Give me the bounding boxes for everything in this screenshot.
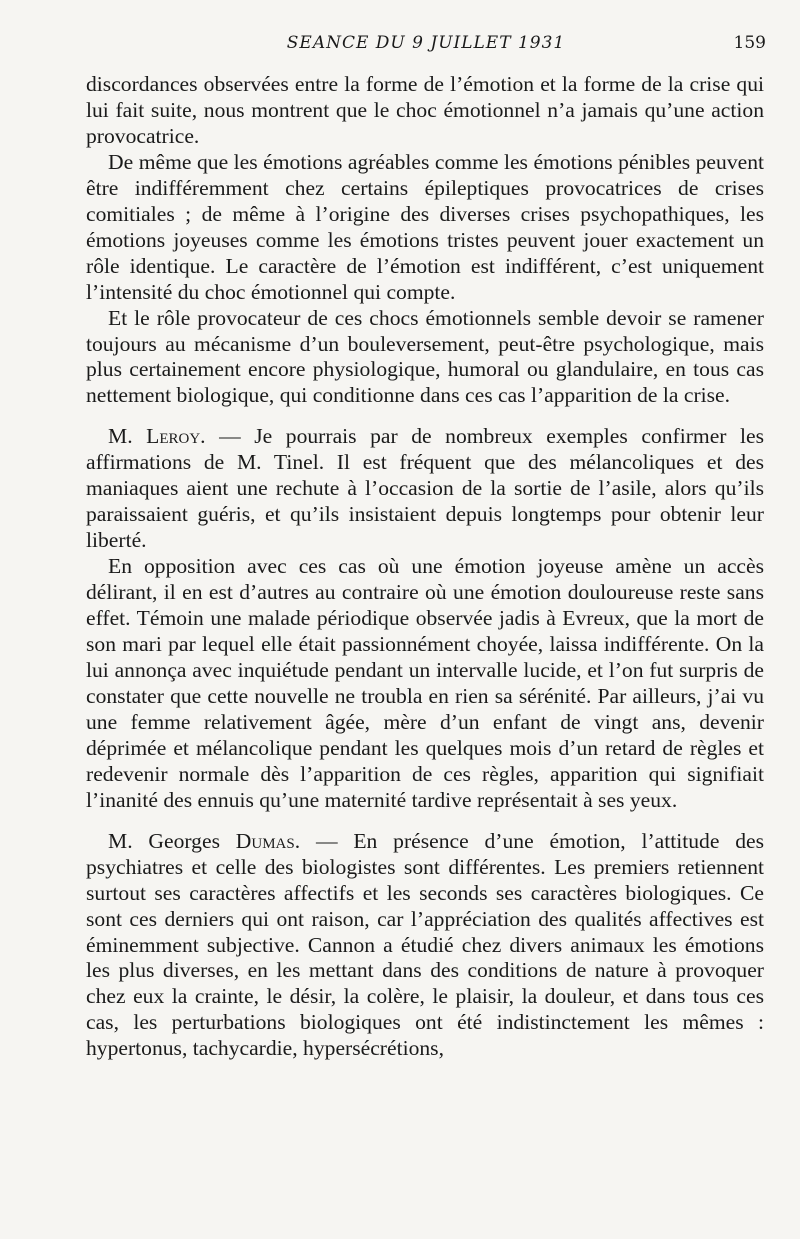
page-header: [86, 30, 766, 56]
paragraph-2: De même que les émotions agréables comme les émotions pénibles peuvent être indifféremment chez certains épileptiques provocatrices de crises comitiales ; de même à l’origine des diverses crises psychopathiques, les émotions joyeuses comme les émotions tristes peuvent jouer exactement un rôle identique. Le caractère de l’émotion est indifférent, c’est uniquement l’intensité du choc émotionnel qui compte.: [86, 149, 764, 304]
page-number: 159: [733, 33, 766, 53]
paragraph-dumas: [86, 829, 764, 1063]
speaker-dumas-first: M. Georges: [108, 828, 236, 853]
paragraph-5: En opposition avec ces cas où une émotion joyeuse amène un accès délirant, il en est d’autres au contraire où une émotion douloureuse reste sans effet. Témoin une malade périodique observée jadis à Evreux, que la mort de son mari par lequel elle était passionnément choyée, laissa indifférente. On la lui annonça avec inquiétude pendant un intervalle lucide, et l’on fut surpris de constater que cette nouvelle ne troubla en rien sa sérénité. Par ailleurs, j’ai vu une femme relativement âgée, mère d’un enfant de vingt ans, devenir déprimée et mélancolique pendant les quelques mois d’un retard de règles et redevenir normale dès l’apparition de ces règles, apparition qui signifiait l’inanité des ennuis qu’une maternité tardive représentait à ses yeux.: [86, 554, 764, 812]
speaker-leroy: M. Leroy.: [108, 424, 206, 449]
paragraph-leroy: [86, 424, 764, 554]
speech-dumas: — En présence d’une émotion, l’attitude des psychiatres et celle des biologistes sont différentes. Les premiers retiennent surtout ses caractères affectifs et les seconds ses caractères biologiques. Ce sont ces derniers qui ont raison, car l’appréciation des qualités affectives est éminemment subjective. Cannon a étudié chez divers animaux les émotions les plus diverses, en les mettant dans des conditions de nature à provoquer chez eux la crainte, le désir, la colère, le plaisir, la douleur, et dans tous ces cas, les perturbations biologiques ont été indistinctement les mêmes : hypertonus, tachycardie, hypersécrétions,: [86, 828, 764, 1061]
speaker-dumas-last: Dumas.: [235, 828, 301, 853]
body-text: [86, 72, 764, 1062]
paragraph-3: Et le rôle provocateur de ces chocs émotionnels semble devoir se ramener toujours au mécanisme d’un bouleversement, peut-être psychologique, mais plus certainement encore physiologique, humoral ou glandulaire, en tous cas nettement biologique, qui conditionne dans ces cas l’apparition de la crise.: [86, 305, 764, 408]
speech-leroy: — Je pourrais par de nombreux exemples confirmer les affirmations de M. Tinel. Il est fréquent que des mélancoliques et des maniaques aient une rechute à l’occasion de la sortie de l’asile, alors qu’ils paraissaient guéris, et qu’ils insistaient depuis longtemps pour obtenir leur liberté.: [86, 424, 765, 553]
running-title: SEANCE DU 9 JUILLET 1931: [286, 33, 566, 53]
paragraph-1: discordances observées entre la forme de l’émotion et la forme de la crise qui lui fait suite, nous montrent que le choc émotionnel n’a jamais qu’une action provocatrice.: [86, 72, 764, 148]
